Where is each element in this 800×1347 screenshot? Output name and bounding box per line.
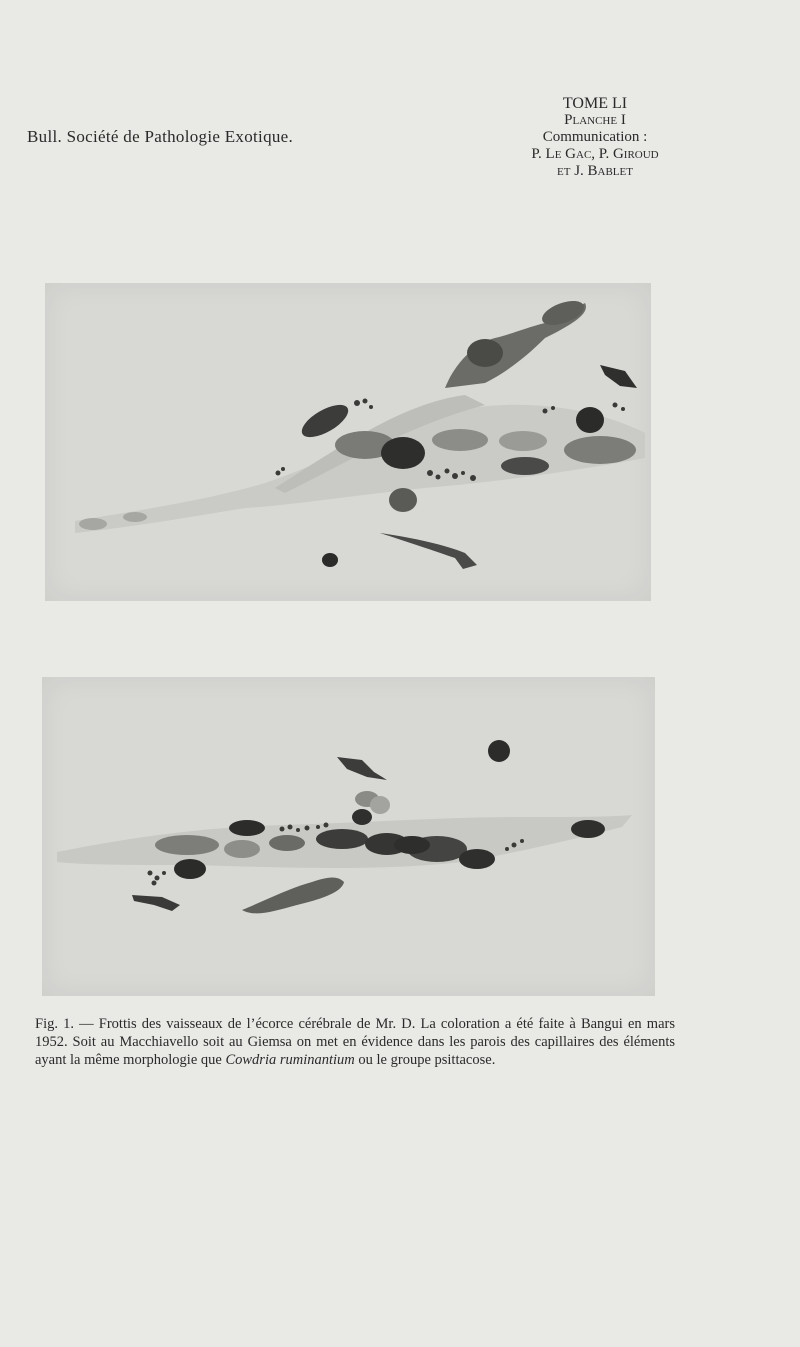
caption-species: Cowdria ruminantium bbox=[225, 1052, 355, 1068]
caption-text: Fig. 1. — Frottis des vaisseaux de l’écorce cérébrale de Mr. D. La coloration a été faite à Bangui en mars 1952. Soit au Macchiavello soit au Giemsa on met en évidence dans les parois des capillaires des éléments ayant la même morphologie que bbox=[35, 1016, 675, 1068]
plate-label: Planche I bbox=[564, 112, 626, 128]
caption-tail: ou le groupe psittacose. bbox=[358, 1052, 496, 1068]
plate-header bbox=[470, 95, 720, 180]
figure-caption bbox=[35, 1015, 675, 1069]
micrograph-lower bbox=[42, 677, 655, 996]
authors-line-1: P. Le Gac, P. Giroud bbox=[531, 146, 659, 162]
authors-line-2: et J. Bablet bbox=[557, 163, 633, 179]
micrograph-upper-drawing bbox=[45, 283, 651, 601]
volume-label: TOME LI bbox=[562, 95, 628, 112]
communication-label: Communication : bbox=[542, 129, 648, 145]
micrograph-lower-drawing bbox=[42, 677, 655, 996]
journal-title: Bull. Société de Pathologie Exotique. bbox=[27, 127, 294, 146]
micrograph-upper bbox=[45, 283, 651, 601]
